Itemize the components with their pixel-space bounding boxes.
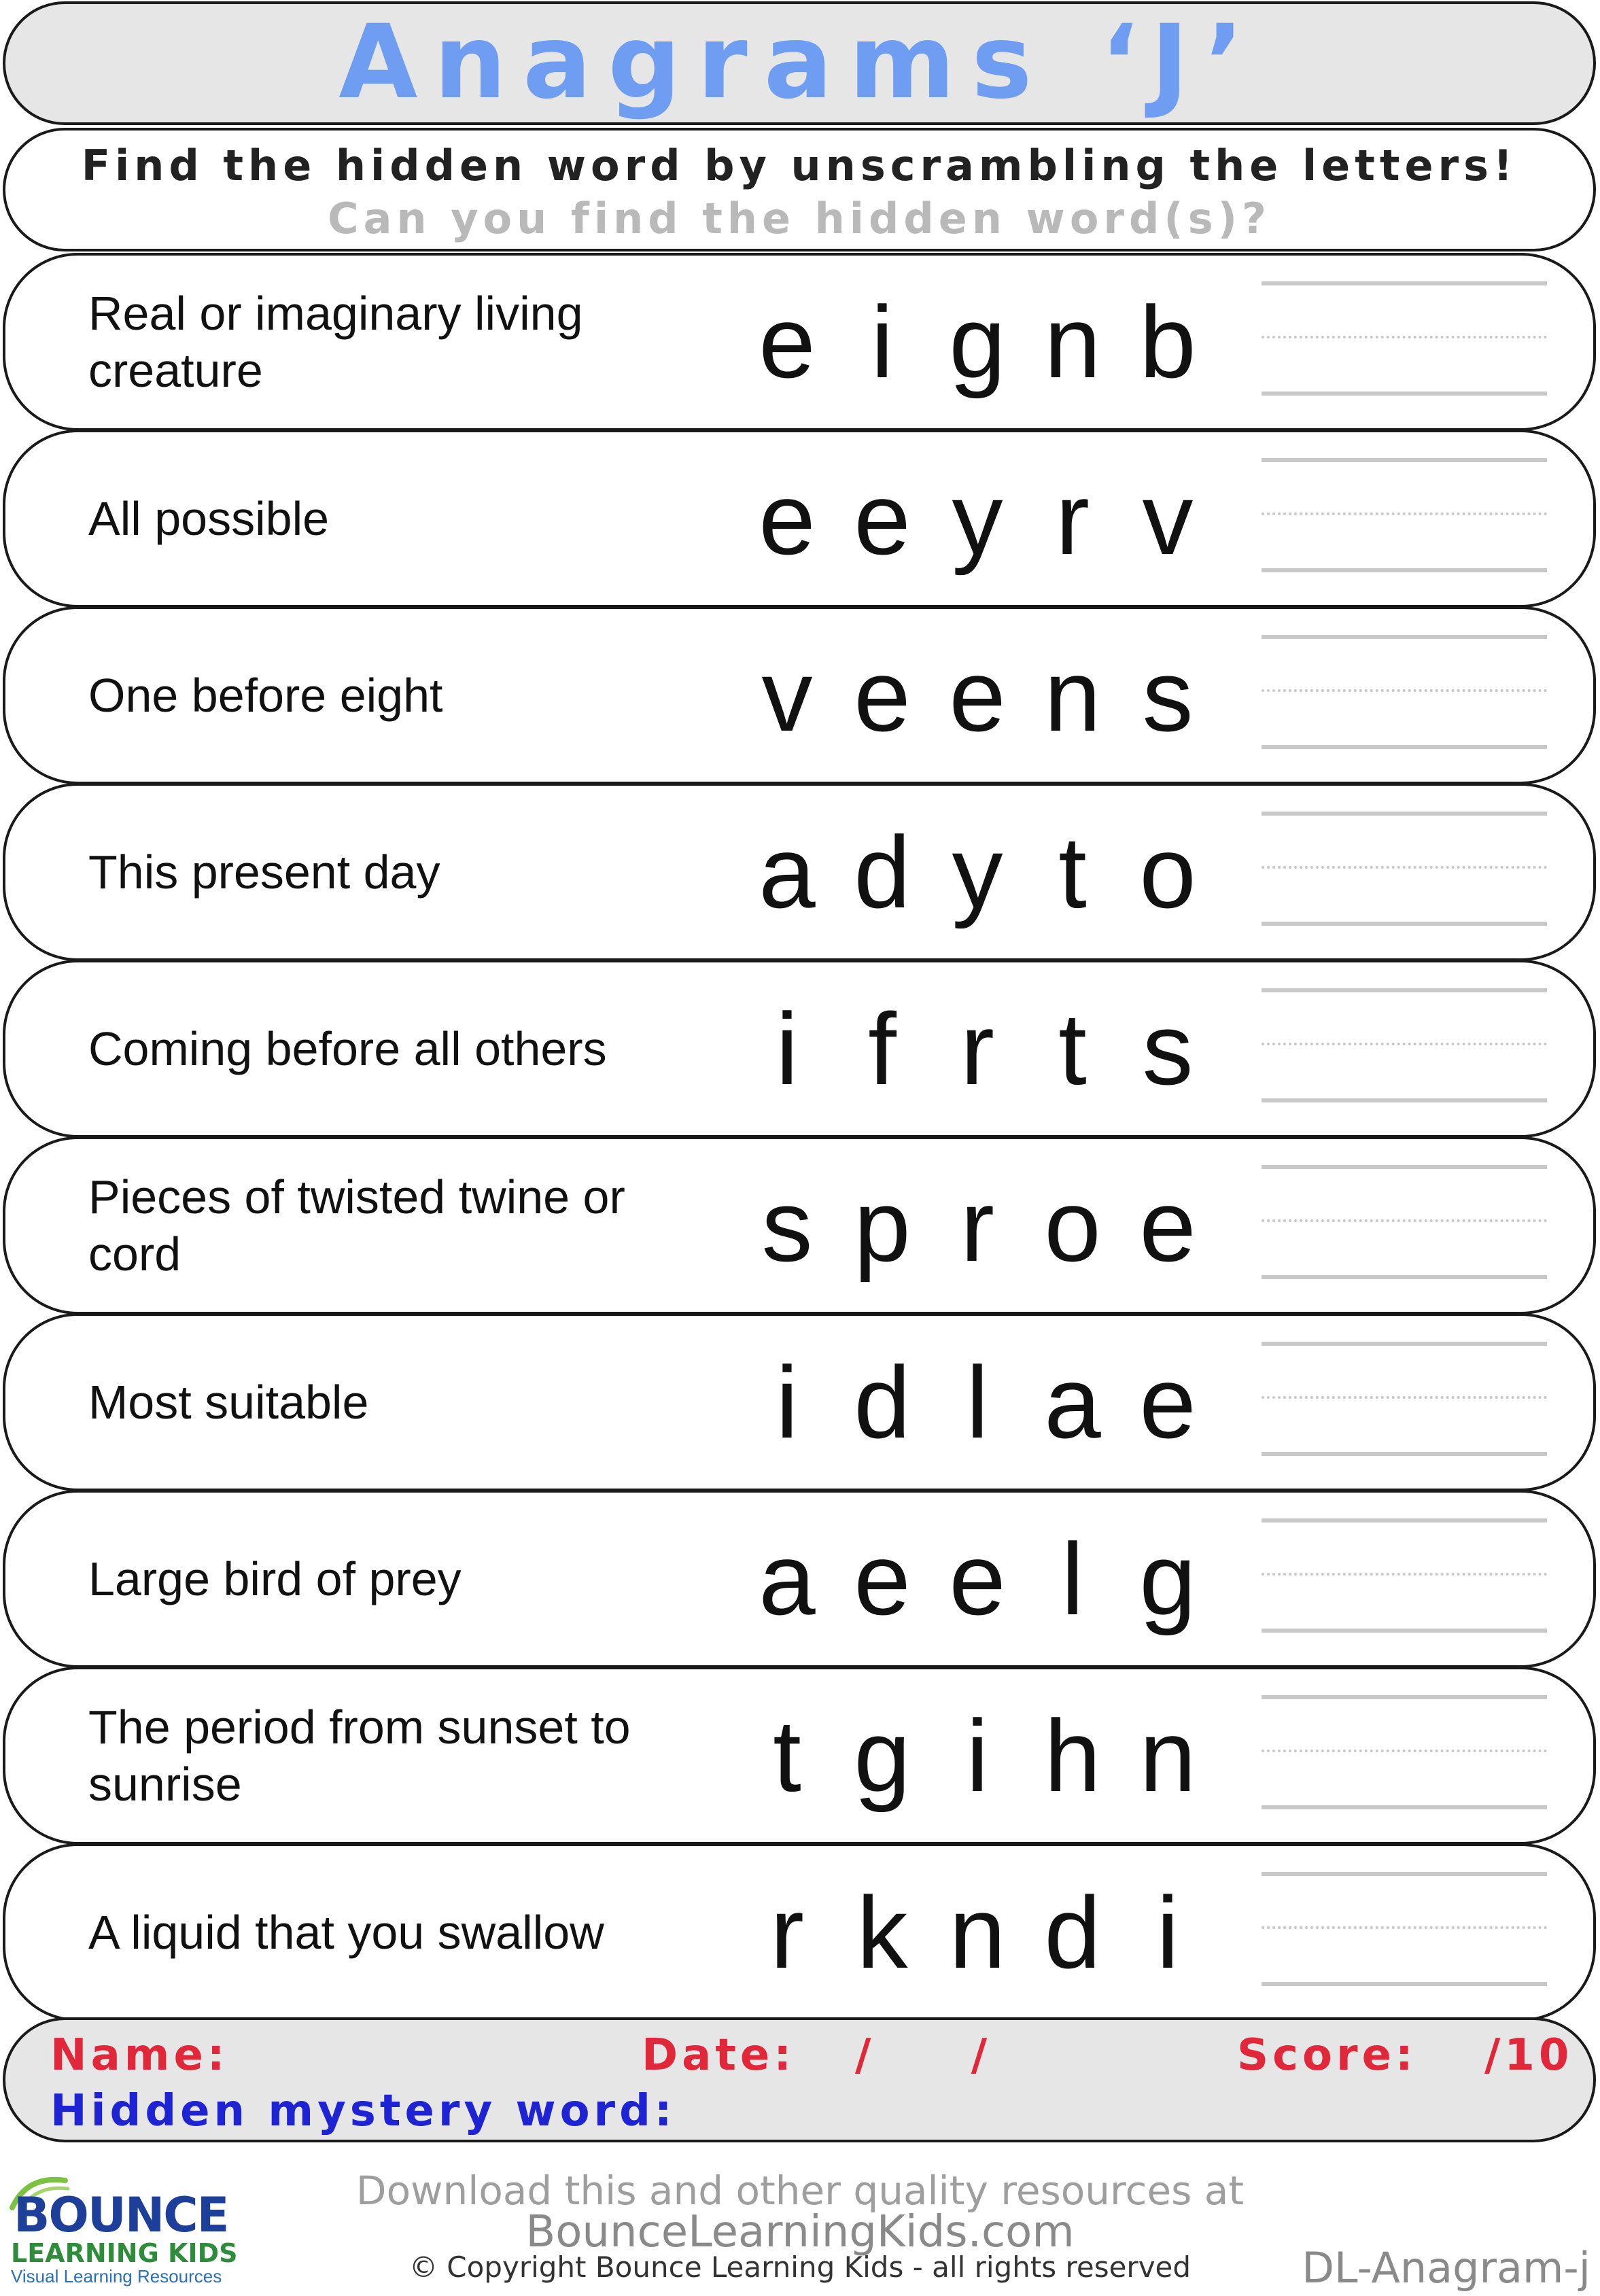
name-label: Name:	[50, 2030, 229, 2081]
scrambled-letter: g	[949, 285, 1006, 399]
sub-instruction-text: Can you find the hidden word(s)?	[328, 194, 1271, 243]
scrambled-letters	[740, 962, 1215, 1135]
scrambled-letters	[740, 786, 1215, 958]
clue-text: All possible	[88, 492, 330, 545]
answer-guide-middle	[1262, 866, 1547, 869]
scrambled-letters	[740, 1139, 1215, 1312]
copyright-text: © Copyright Bounce Learning Kids - all rights reserved	[408, 2250, 1192, 2284]
clue-text: Pieces of twisted twine or cord	[88, 1170, 625, 1281]
answer-guide-top	[1262, 1342, 1547, 1346]
scrambled-letter: b	[1139, 285, 1196, 399]
instructions-banner	[3, 128, 1596, 251]
clue-text: The period from sunset to sunrise	[88, 1701, 631, 1811]
answer-guide-top	[1262, 458, 1547, 462]
scrambled-letter: r	[770, 1875, 804, 1989]
scrambled-letter: e	[854, 638, 911, 752]
answer-guide-top	[1262, 1518, 1547, 1523]
scrambled-letters	[740, 432, 1215, 605]
answer-guide-top	[1262, 635, 1547, 639]
anagram-row	[3, 1313, 1596, 1491]
scrambled-letter: e	[949, 638, 1006, 752]
scrambled-letter: i	[776, 992, 799, 1106]
clue-text: Most suitable	[88, 1376, 369, 1429]
anagram-row	[3, 783, 1596, 961]
scrambled-letter: r	[960, 992, 994, 1106]
answer-guide-bottom	[1262, 1805, 1547, 1809]
scrambled-letter: d	[854, 1345, 911, 1459]
answer-guide-middle	[1262, 336, 1547, 338]
scrambled-letter: e	[1139, 1168, 1196, 1283]
scrambled-letter: a	[1044, 1345, 1101, 1459]
answer-line[interactable]	[1262, 1139, 1547, 1312]
logo-main-text: BOUNCE	[14, 2187, 228, 2243]
clue-text: Large bird of prey	[88, 1552, 462, 1605]
answer-line[interactable]	[1262, 609, 1547, 782]
answer-guide-middle	[1262, 512, 1547, 515]
scrambled-letters	[740, 1316, 1215, 1489]
logo-sub-text: LEARNING KIDS	[11, 2238, 238, 2268]
scrambled-letter: i	[776, 1345, 799, 1459]
scrambled-letter: t	[1058, 992, 1087, 1106]
scrambled-letters	[740, 256, 1215, 428]
scrambled-letter: o	[1139, 815, 1196, 929]
answer-guide-top	[1262, 1872, 1547, 1876]
scrambled-letter: n	[1044, 638, 1101, 752]
scrambled-letters	[740, 609, 1215, 782]
answer-guide-bottom	[1262, 568, 1547, 572]
answer-guide-top	[1262, 1695, 1547, 1699]
anagram-row	[3, 606, 1596, 784]
scrambled-letter: n	[949, 1875, 1006, 1989]
scrambled-letter: e	[759, 285, 816, 399]
scrambled-letter: t	[1058, 815, 1087, 929]
answer-guide-top	[1262, 988, 1547, 992]
anagram-row	[3, 1490, 1596, 1668]
scrambled-letter: r	[1056, 462, 1090, 576]
scrambled-letters	[740, 1846, 1215, 2019]
anagram-row	[3, 960, 1596, 1138]
anagram-row	[3, 1843, 1596, 2021]
answer-line[interactable]	[1262, 1493, 1547, 1665]
clue-text: A liquid that you swallow	[88, 1906, 604, 1959]
answer-guide-bottom	[1262, 1275, 1547, 1279]
scrambled-letter: e	[854, 1522, 911, 1636]
scrambled-letter: e	[854, 462, 911, 576]
scrambled-letter: g	[854, 1699, 911, 1813]
scrambled-letter: s	[1142, 992, 1194, 1106]
scrambled-letter: e	[759, 462, 816, 576]
scrambled-letter: h	[1044, 1699, 1101, 1813]
answer-line[interactable]	[1262, 786, 1547, 958]
page-title: Anagrams ‘J’	[338, 3, 1260, 122]
title-banner	[3, 1, 1596, 125]
clue-text: This present day	[88, 846, 440, 899]
website-link[interactable]: BounceLearningKids.com	[525, 2207, 1075, 2257]
scrambled-letter: r	[960, 1168, 994, 1283]
answer-guide-middle	[1262, 1396, 1547, 1399]
answer-guide-bottom	[1262, 1982, 1547, 1986]
scrambled-letter: e	[949, 1522, 1006, 1636]
score-total: /10	[1484, 2030, 1573, 2081]
answer-line[interactable]	[1262, 962, 1547, 1135]
scrambled-letter: v	[1142, 462, 1194, 576]
scrambled-letter: l	[1061, 1522, 1084, 1636]
anagram-row	[3, 430, 1596, 608]
scrambled-letters	[740, 1493, 1215, 1665]
answer-guide-middle	[1262, 1926, 1547, 1929]
scrambled-letter: s	[761, 1168, 813, 1283]
anagram-row	[3, 1667, 1596, 1845]
score-label: Score:	[1237, 2030, 1417, 2081]
clue-text: Coming before all others	[88, 1022, 607, 1075]
answer-guide-bottom	[1262, 1098, 1547, 1102]
student-info-panel	[3, 2017, 1596, 2142]
scrambled-letter: e	[1139, 1345, 1196, 1459]
download-text: Download this and other quality resources at	[355, 2168, 1245, 2214]
scrambled-letter: n	[1139, 1699, 1196, 1813]
mystery-word-label: Hidden mystery word:	[50, 2086, 676, 2136]
answer-guide-bottom	[1262, 1629, 1547, 1633]
answer-guide-top	[1262, 281, 1547, 285]
scrambled-letters	[740, 1669, 1215, 1842]
date-label: Date:	[642, 2030, 795, 2081]
answer-guide-top	[1262, 812, 1547, 816]
scrambled-letter: f	[868, 992, 897, 1106]
logo-tagline: Visual Learning Resources	[11, 2266, 222, 2286]
scrambled-letter: d	[1044, 1875, 1101, 1989]
scrambled-letter: k	[856, 1875, 908, 1989]
scrambled-letter: i	[871, 285, 894, 399]
scrambled-letter: g	[1139, 1522, 1196, 1636]
answer-guide-middle	[1262, 1750, 1547, 1752]
anagram-row	[3, 1136, 1596, 1315]
scrambled-letter: t	[773, 1699, 801, 1813]
scrambled-letter: p	[854, 1168, 911, 1283]
scrambled-letter: v	[761, 638, 813, 752]
clue-text: One before eight	[88, 669, 443, 722]
scrambled-letter: l	[966, 1345, 989, 1459]
scrambled-letter: s	[1142, 638, 1194, 752]
answer-guide-middle	[1262, 689, 1547, 692]
scrambled-letter: o	[1044, 1168, 1101, 1283]
answer-line[interactable]	[1262, 1316, 1547, 1489]
answer-guide-bottom	[1262, 745, 1547, 749]
scrambled-letter: y	[952, 462, 1003, 576]
answer-line[interactable]	[1262, 1846, 1547, 2019]
answer-guide-bottom	[1262, 1452, 1547, 1456]
answer-guide-bottom	[1262, 922, 1547, 926]
worksheet-code: DL-Anagram-j	[1302, 2243, 1590, 2293]
scrambled-letter: i	[966, 1699, 989, 1813]
clue-text: Real or imaginary living creature	[88, 287, 583, 397]
instruction-text: Find the hidden word by unscrambling the letters!	[81, 141, 1518, 190]
answer-guide-top	[1262, 1165, 1547, 1169]
answer-line[interactable]	[1262, 1669, 1547, 1842]
scrambled-letter: a	[759, 815, 816, 929]
anagram-row	[3, 253, 1596, 431]
scrambled-letter: n	[1044, 285, 1101, 399]
scrambled-letter: a	[759, 1522, 816, 1636]
answer-guide-middle	[1262, 1219, 1547, 1222]
answer-line[interactable]	[1262, 432, 1547, 605]
answer-line[interactable]	[1262, 256, 1547, 428]
scrambled-letter: y	[952, 815, 1003, 929]
answer-guide-bottom	[1262, 392, 1547, 396]
scrambled-letter: d	[854, 815, 911, 929]
date-separators: / /	[855, 2030, 992, 2081]
answer-guide-middle	[1262, 1043, 1547, 1045]
scrambled-letter: i	[1156, 1875, 1179, 1989]
answer-guide-middle	[1262, 1573, 1547, 1576]
